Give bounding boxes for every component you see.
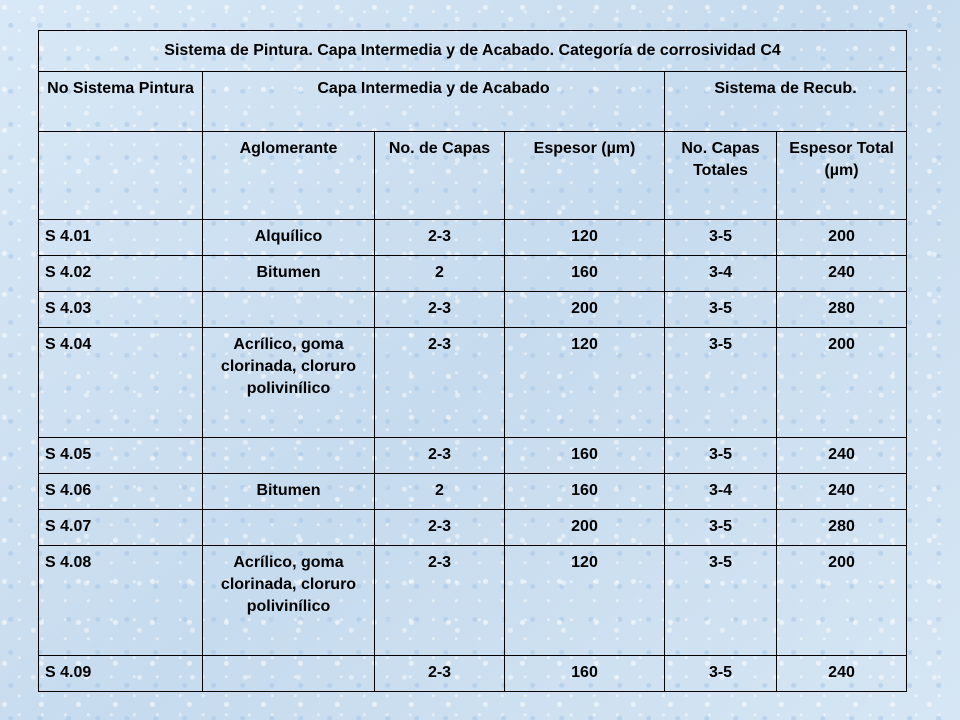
- cell-system: S 4.07: [39, 510, 203, 546]
- cell-thickness: 160: [505, 656, 665, 692]
- table-title: Sistema de Pintura. Capa Intermedia y de Acabado. Categoría de corrosividad C4: [39, 31, 907, 72]
- cell-total-thickness: 240: [777, 438, 907, 474]
- cell-thickness: 160: [505, 256, 665, 292]
- header-coating-system: Sistema de Recub.: [665, 72, 907, 132]
- cell-total-coats: 3-5: [665, 292, 777, 328]
- cell-thickness: 120: [505, 328, 665, 438]
- cell-total-coats: 3-4: [665, 474, 777, 510]
- cell-coats: 2-3: [375, 438, 505, 474]
- cell-total-thickness: 240: [777, 656, 907, 692]
- cell-coats: 2: [375, 474, 505, 510]
- cell-total-coats: 3-4: [665, 256, 777, 292]
- cell-coats: 2-3: [375, 656, 505, 692]
- cell-total-thickness: 200: [777, 328, 907, 438]
- cell-coats: 2-3: [375, 292, 505, 328]
- cell-thickness: 160: [505, 438, 665, 474]
- table-row: [39, 328, 907, 438]
- table-row: [39, 546, 907, 656]
- cell-total-coats: 3-5: [665, 510, 777, 546]
- table-row: [39, 474, 907, 510]
- cell-system: S 4.06: [39, 474, 203, 510]
- header-coats: No. de Capas: [375, 132, 505, 220]
- cell-thickness: 120: [505, 220, 665, 256]
- header-layer: Capa Intermedia y de Acabado: [203, 72, 665, 132]
- cell-system: S 4.02: [39, 256, 203, 292]
- cell-binder: [203, 292, 375, 328]
- cell-binder: Bitumen: [203, 474, 375, 510]
- header-blank-cell: [39, 132, 203, 220]
- cell-binder: Acrílico, goma clorinada, cloruro polivinílico: [203, 546, 375, 656]
- cell-binder: Acrílico, goma clorinada, cloruro polivinílico: [203, 328, 375, 438]
- table-row: [39, 438, 907, 474]
- cell-thickness: 120: [505, 546, 665, 656]
- cell-total-coats: 3-5: [665, 328, 777, 438]
- cell-coats: 2-3: [375, 328, 505, 438]
- cell-coats: 2-3: [375, 510, 505, 546]
- cell-binder: [203, 510, 375, 546]
- header-total-coats: No. Capas Totales: [665, 132, 777, 220]
- title-row: [39, 31, 907, 72]
- cell-total-coats: 3-5: [665, 220, 777, 256]
- cell-system: S 4.04: [39, 328, 203, 438]
- cell-thickness: 160: [505, 474, 665, 510]
- header-system: No Sistema Pintura: [39, 72, 203, 132]
- paint-system-table: [38, 30, 907, 692]
- table-row: [39, 656, 907, 692]
- table-row: [39, 256, 907, 292]
- cell-total-coats: 3-5: [665, 438, 777, 474]
- header-row-1: [39, 72, 907, 132]
- cell-system: S 4.03: [39, 292, 203, 328]
- cell-coats: 2-3: [375, 546, 505, 656]
- cell-binder: [203, 656, 375, 692]
- cell-total-thickness: 240: [777, 474, 907, 510]
- table-row: [39, 510, 907, 546]
- header-binder: Aglomerante: [203, 132, 375, 220]
- cell-binder: [203, 438, 375, 474]
- cell-total-thickness: 200: [777, 220, 907, 256]
- cell-total-coats: 3-5: [665, 656, 777, 692]
- cell-total-thickness: 200: [777, 546, 907, 656]
- cell-binder: Bitumen: [203, 256, 375, 292]
- table-row: [39, 292, 907, 328]
- cell-binder: Alquílico: [203, 220, 375, 256]
- cell-total-thickness: 240: [777, 256, 907, 292]
- header-thickness: Espesor (µm): [505, 132, 665, 220]
- header-row-2: [39, 132, 907, 220]
- cell-system: S 4.01: [39, 220, 203, 256]
- cell-thickness: 200: [505, 292, 665, 328]
- cell-system: S 4.09: [39, 656, 203, 692]
- cell-thickness: 200: [505, 510, 665, 546]
- cell-coats: 2: [375, 256, 505, 292]
- cell-system: S 4.08: [39, 546, 203, 656]
- cell-total-thickness: 280: [777, 292, 907, 328]
- table-row: [39, 220, 907, 256]
- cell-total-thickness: 280: [777, 510, 907, 546]
- cell-coats: 2-3: [375, 220, 505, 256]
- cell-total-coats: 3-5: [665, 546, 777, 656]
- cell-system: S 4.05: [39, 438, 203, 474]
- header-total-thickness: Espesor Total (µm): [777, 132, 907, 220]
